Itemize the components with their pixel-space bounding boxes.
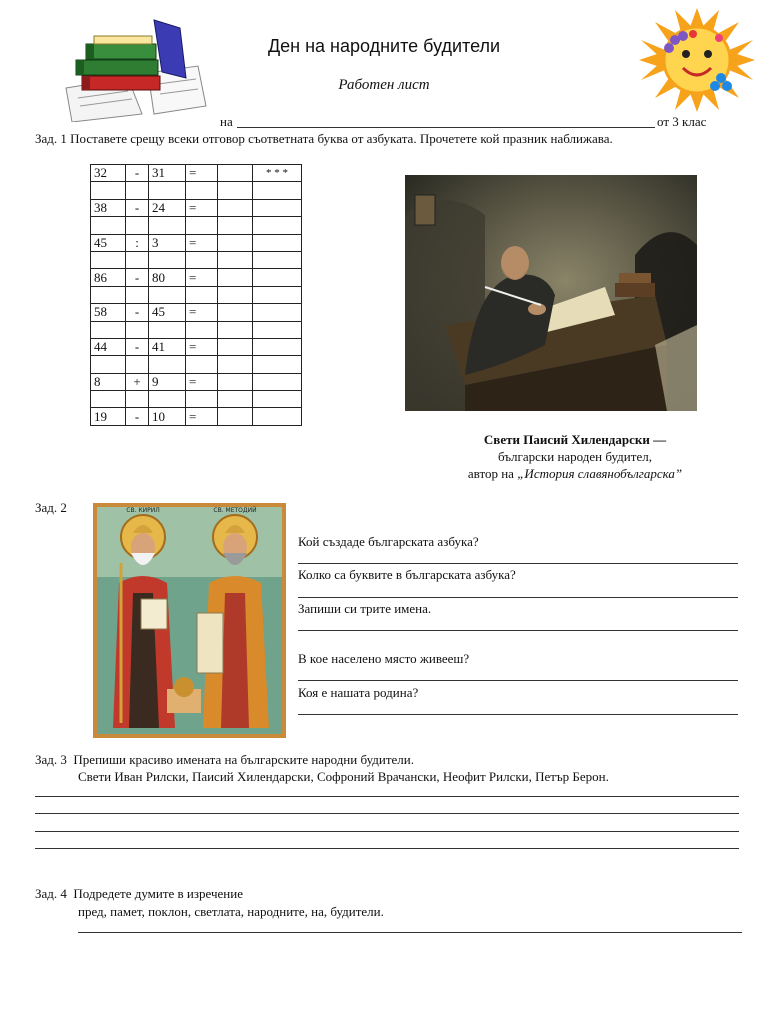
task4-label: Зад. 4 [35,886,67,901]
calc-empty-cell [91,356,126,373]
calc-operand-b: 24 [149,199,186,216]
calc-operand-b: 80 [149,269,186,286]
calc-empty-cell [218,251,253,268]
task4-instruction [35,886,243,902]
calc-row [91,408,302,425]
calc-equals: = [186,165,218,182]
calc-operator: - [126,408,149,425]
calc-spacer-row [91,321,302,338]
calc-operator: - [126,304,149,321]
calc-operand-b: 3 [149,234,186,251]
calc-empty-cell [126,217,149,234]
calc-spacer-row [91,356,302,373]
calc-operand-a: 38 [91,199,126,216]
calc-operand-a: 45 [91,234,126,251]
calc-equals: = [186,304,218,321]
answer-line-2[interactable] [298,597,738,598]
question-5: Коя е нашата родина? [298,685,419,700]
calc-empty-cell [253,217,302,234]
calc-operand-a: 19 [91,408,126,425]
calc-empty-cell [126,391,149,408]
calc-operator: - [126,199,149,216]
calc-operand-a: 44 [91,338,126,355]
calc-answer-cell[interactable] [218,234,253,251]
task3-instruction [35,752,414,768]
calc-empty-cell [218,321,253,338]
calc-empty-cell [91,217,126,234]
calc-letter-cell[interactable] [253,199,302,216]
calc-operand-a: 32 [91,165,126,182]
calc-spacer-row [91,286,302,303]
page-title: Ден на народните будители [267,36,501,56]
calc-empty-cell [91,251,126,268]
calc-empty-cell [186,356,218,373]
calc-letter-cell[interactable] [253,408,302,425]
calc-empty-cell [126,356,149,373]
calc-row [91,199,302,216]
task1-text: Поставете срещу всеки отговор съответната буква от азбуката. Прочетете кой празник наближава. [70,131,613,146]
calc-letter-cell[interactable] [253,234,302,251]
calc-empty-cell [186,391,218,408]
calc-empty-cell [149,182,186,199]
task3-line-3[interactable] [35,831,739,832]
calc-operand-a: 86 [91,269,126,286]
page-subtitle: Работен лист [338,77,430,93]
calc-operand-a: 8 [91,373,126,390]
caption-line3 [420,465,730,482]
calc-row [91,338,302,355]
calc-operand-b: 9 [149,373,186,390]
calc-empty-cell [186,251,218,268]
task1-instruction [35,131,613,147]
task4-words: пред, памет, поклон, светлата, народните, на, будители. [78,904,384,919]
calc-equals: = [186,234,218,251]
calc-answer-cell[interactable] [218,304,253,321]
calc-letter-cell[interactable] [253,338,302,355]
calc-equals: = [186,199,218,216]
calc-empty-cell [253,182,302,199]
answer-line-5[interactable] [298,714,738,715]
calc-row [91,269,302,286]
calc-operand-b: 45 [149,304,186,321]
calc-answer-cell[interactable] [218,165,253,182]
calc-operand-a: 58 [91,304,126,321]
calc-letter-cell[interactable] [253,373,302,390]
task3-line-2[interactable] [35,813,739,814]
calc-operator: - [126,269,149,286]
calc-answer-cell[interactable] [218,338,253,355]
calc-empty-cell [126,251,149,268]
portrait-caption [420,431,730,482]
task4-answer-line[interactable] [78,932,742,933]
question-3: Запиши си трите имена. [298,601,432,616]
calc-answer-cell[interactable] [218,269,253,286]
calc-letter-cell[interactable] [253,269,302,286]
books-clipart [58,18,208,122]
calc-empty-cell [218,286,253,303]
calc-operand-b: 41 [149,338,186,355]
paisius-portrait [405,175,697,411]
question-2: Колко са буквите в българската азбука? [298,567,516,582]
calc-empty-cell [218,391,253,408]
calc-operator: - [126,338,149,355]
calc-equals: = [186,373,218,390]
calc-row [91,304,302,321]
calc-empty-cell [126,286,149,303]
calc-equals: = [186,338,218,355]
calc-operand-b: 10 [149,408,186,425]
class-label: от 3 клас [657,114,707,129]
icon-label-right: СВ. МЕТОДИЙ [213,507,257,514]
calc-empty-cell [253,356,302,373]
calc-empty-cell [149,356,186,373]
calc-equals: = [186,269,218,286]
calc-empty-cell [149,321,186,338]
calc-letter-cell[interactable]: * * * [253,165,302,182]
calc-empty-cell [218,182,253,199]
caption-line2: български народен будител, [498,449,652,464]
answer-line-3[interactable] [298,630,738,631]
calc-empty-cell [186,286,218,303]
calc-empty-cell [91,182,126,199]
answer-line-4[interactable] [298,680,738,681]
calc-answer-cell[interactable] [218,199,253,216]
calc-empty-cell [253,391,302,408]
calc-empty-cell [253,251,302,268]
task3-line-4[interactable] [35,848,739,849]
task3-label: Зад. 3 [35,752,67,767]
calc-row [91,373,302,390]
calc-empty-cell [149,286,186,303]
question-4: В кое населено място живееш? [298,651,470,666]
name-prefix: на [220,114,233,129]
caption-name: Свети Паисий Хилендарски — [483,432,667,447]
calc-operator: - [126,165,149,182]
calc-empty-cell [91,286,126,303]
calc-spacer-row [91,182,302,199]
name-field[interactable] [237,127,655,128]
calc-empty-cell [149,217,186,234]
calc-empty-cell [149,251,186,268]
task3-line-1[interactable] [35,796,739,797]
calc-empty-cell [126,182,149,199]
calc-empty-cell [149,391,186,408]
saints-icon-image [93,503,286,738]
calc-empty-cell [186,217,218,234]
task4-text: Подредете думите в изречение [73,886,243,901]
calc-row [91,165,302,182]
calc-empty-cell [218,217,253,234]
calc-empty-cell [186,182,218,199]
answer-line-1[interactable] [298,563,738,564]
calc-spacer-row [91,217,302,234]
task3-text: Препиши красиво имената на българските народни будители. [73,752,414,767]
icon-label-left: СВ. КИРИЛ [126,507,160,514]
calc-empty-cell [91,321,126,338]
task2-label: Зад. 2 [35,500,67,515]
calc-operator: : [126,234,149,251]
calc-operand-b: 31 [149,165,186,182]
calc-empty-cell [126,321,149,338]
calc-empty-cell [218,356,253,373]
name-line [220,114,233,130]
calc-answer-cell[interactable] [218,408,253,425]
calc-spacer-row [91,251,302,268]
caption-line3-prefix: автор на [467,466,518,481]
calc-operator: + [126,373,149,390]
question-1: Кой създаде българската азбука? [298,534,479,549]
caption-book-title: „История славянобългарска” [517,466,683,481]
calc-empty-cell [253,321,302,338]
calc-empty-cell [186,321,218,338]
calc-row [91,234,302,251]
calc-equals: = [186,408,218,425]
calc-empty-cell [91,391,126,408]
sun-clipart [636,8,758,112]
task3-names: Свети Иван Рилски, Паисий Хилендарски, Софроний Врачански, Неофит Рилски, Петър Берон. [78,769,609,784]
task1-table [90,164,302,426]
task1-label: Зад. 1 [35,131,67,146]
calc-letter-cell[interactable] [253,304,302,321]
calc-answer-cell[interactable] [218,373,253,390]
calc-empty-cell [253,286,302,303]
calc-spacer-row [91,391,302,408]
